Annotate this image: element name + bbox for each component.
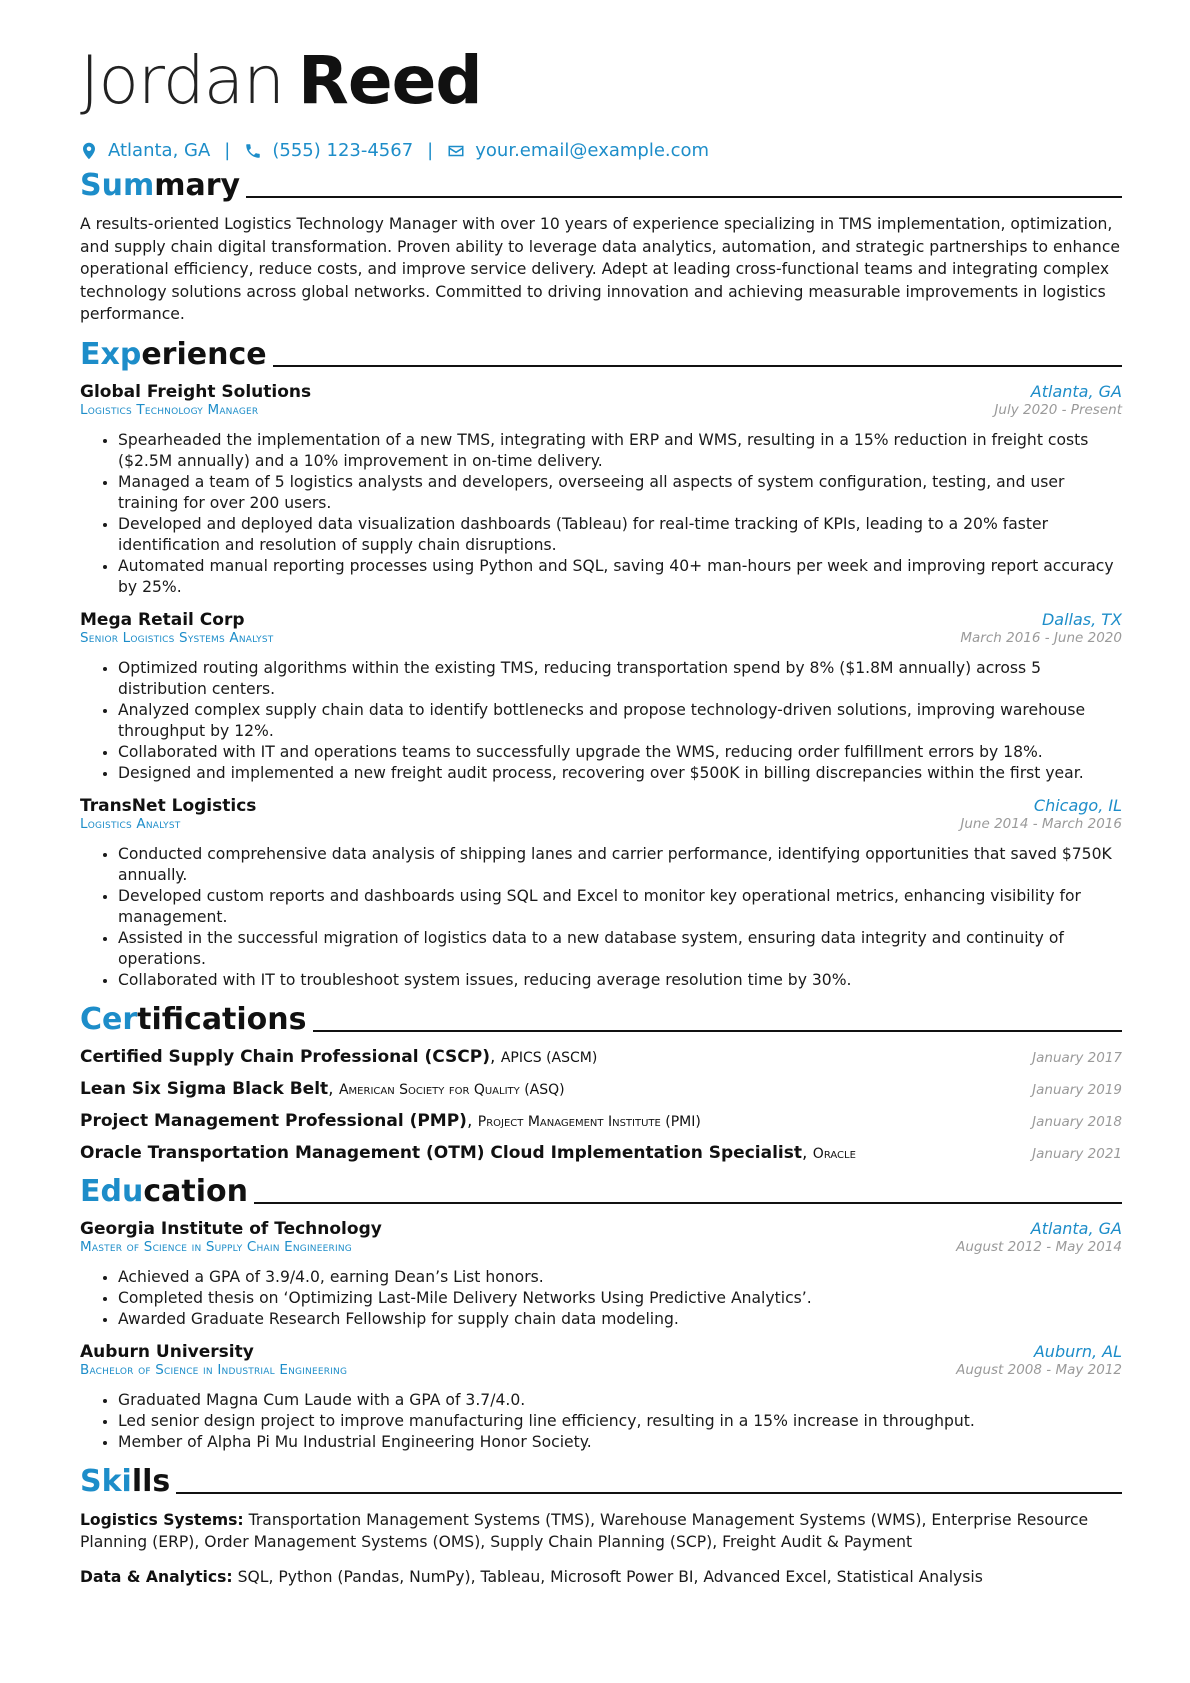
school-location: Auburn, AL	[1033, 1341, 1122, 1361]
job-dates: June 2014 - March 2016	[960, 815, 1122, 832]
first-name: Jordan	[80, 42, 284, 119]
cert-issuer: APICS (ASCM)	[500, 1049, 598, 1066]
job-dates: March 2016 - June 2020	[960, 629, 1122, 646]
job-location: Chicago, IL	[1033, 795, 1122, 815]
list-item: • Automated manual reporting processes using Python and SQL, saving 40+ man-hours per week and improving report accuracy by 25%.	[118, 556, 1122, 598]
skill-group	[80, 1509, 1122, 1554]
school-dates: August 2008 - May 2012	[956, 1361, 1122, 1378]
skill-group	[80, 1566, 1122, 1589]
certification-item: Certified Supply Chain Professional (CSCP), APICS (ASCM) January 2017	[80, 1046, 1122, 1067]
section-title: Skills	[80, 1463, 171, 1499]
contact-bar	[80, 140, 1122, 161]
skill-text: Transportation Management Systems (TMS), Warehouse Management Systems (WMS), Enterprise Resource Planning (ERP), Order Management Systems (OMS), Supply Chain Planning (SCP), Freight Audit & Payment	[80, 1510, 1089, 1551]
school-dates: August 2012 - May 2014	[956, 1238, 1122, 1255]
list-item: • Optimized routing algorithms within the existing TMS, reducing transportation spend by 8% ($1.8M annually) across 5 distribution centers.	[118, 658, 1122, 700]
section-title: Experience	[80, 336, 267, 372]
list-item: • Awarded Graduate Research Fellowship for supply chain data modeling.	[118, 1309, 1122, 1330]
cert-date: January 2021	[1032, 1145, 1122, 1162]
contact-location	[80, 140, 210, 161]
list-item: • Collaborated with IT to troubleshoot system issues, reducing average resolution time by 30%.	[118, 970, 1122, 991]
list-item: • Completed thesis on ‘Optimizing Last-Mile Delivery Networks Using Predictive Analytics’.	[118, 1288, 1122, 1309]
company-name: TransNet Logistics	[80, 795, 257, 816]
job-location: Dallas, TX	[1041, 609, 1122, 629]
education-bullets	[80, 1390, 1122, 1453]
job-bullets	[80, 658, 1122, 784]
list-item: • Developed and deployed data visualization dashboards (Tableau) for real-time tracking of KPIs, leading to a 20% faster identification and resolution of supply chain disruptions.	[118, 514, 1122, 556]
cert-date: January 2017	[1032, 1049, 1122, 1066]
job-entry	[80, 796, 1122, 991]
job-bullets	[80, 844, 1122, 991]
certification-item: Lean Six Sigma Black Belt, American Society for Quality (ASQ) January 2019	[80, 1078, 1122, 1099]
section-rule	[254, 1202, 1122, 1204]
envelope-icon	[447, 142, 465, 160]
cert-name: Lean Six Sigma Black Belt	[80, 1078, 329, 1099]
job-dates: July 2020 - Present	[994, 401, 1122, 418]
school-name: Georgia Institute of Technology	[80, 1218, 382, 1239]
section-title: Education	[80, 1173, 248, 1209]
list-item: • Member of Alpha Pi Mu Industrial Engineering Honor Society.	[118, 1432, 1122, 1453]
degree: Bachelor of Science in Industrial Engineering	[80, 1361, 348, 1378]
cert-name: Certified Supply Chain Professional (CSCP)	[80, 1046, 490, 1067]
skills-list	[80, 1509, 1122, 1589]
list-item: • Assisted in the successful migration of logistics data to a new database system, ensuring data integrity and continuity of operations.	[118, 928, 1122, 970]
company-name: Mega Retail Corp	[80, 609, 245, 630]
contact-separator: |	[224, 140, 231, 161]
section-rule	[313, 1030, 1122, 1032]
cert-issuer: Oracle	[812, 1145, 856, 1162]
contact-email[interactable]	[447, 140, 709, 161]
job-entry	[80, 382, 1122, 598]
certifications-heading	[80, 1001, 1122, 1037]
degree: Master of Science in Supply Chain Engineering	[80, 1238, 352, 1255]
cert-issuer: Project Management Institute (PMI)	[477, 1113, 701, 1130]
school-location: Atlanta, GA	[1030, 1218, 1122, 1238]
contact-phone[interactable]	[244, 140, 413, 161]
school-name: Auburn University	[80, 1341, 254, 1362]
skill-label: Logistics Systems:	[80, 1510, 244, 1529]
section-rule	[246, 196, 1122, 198]
map-pin-icon	[80, 142, 98, 160]
list-item: • Collaborated with IT and operations teams to successfully upgrade the WMS, reducing order fulfillment errors by 18%.	[118, 742, 1122, 763]
cert-issuer: American Society for Quality (ASQ)	[338, 1081, 565, 1098]
list-item: • Spearheaded the implementation of a new TMS, integrating with ERP and WMS, resulting in a 15% reduction in freight costs ($2.5M annually) and a 10% improvement in on-time delivery.	[118, 430, 1122, 472]
education-bullets	[80, 1267, 1122, 1330]
section-rule	[176, 1492, 1122, 1494]
experience-heading	[80, 336, 1122, 372]
location-text: Atlanta, GA	[108, 140, 211, 161]
job-bullets	[80, 430, 1122, 598]
company-name: Global Freight Solutions	[80, 381, 312, 402]
list-item: • Managed a team of 5 logistics analysts and developers, overseeing all aspects of system configuration, testing, and user training for over 200 users.	[118, 472, 1122, 514]
cert-name: Project Management Professional (PMP)	[80, 1110, 467, 1131]
summary-text: A results-oriented Logistics Technology Manager with over 10 years of experience specializing in TMS implementation, optimization, and supply chain digital transformation. Proven ability to leverage data analytics, automation, and strategic partnerships to enhance operational efficiency, reduce costs, and improve service delivery. Adept at leading cross-functional teams and integrating complex technology solutions across global networks. Committed to driving innovation and achieving measurable improvements in logistics performance.	[80, 215, 1120, 323]
skill-text: SQL, Python (Pandas, NumPy), Tableau, Microsoft Power BI, Advanced Excel, Statistical Analysis	[232, 1567, 983, 1586]
contact-separator: |	[427, 140, 434, 161]
cert-name: Oracle Transportation Management (OTM) Cloud Implementation Specialist	[80, 1142, 802, 1163]
job-entry	[80, 610, 1122, 784]
candidate-name	[80, 42, 1122, 119]
last-name: Reed	[298, 42, 482, 119]
section-rule	[273, 365, 1122, 367]
list-item: • Designed and implemented a new freight audit process, recovering over $500K in billing discrepancies within the first year.	[118, 763, 1122, 784]
job-role: Senior Logistics Systems Analyst	[80, 629, 274, 646]
job-location: Atlanta, GA	[1030, 381, 1122, 401]
list-item: • Led senior design project to improve manufacturing line efficiency, resulting in a 15% increase in throughput.	[118, 1411, 1122, 1432]
list-item: • Graduated Magna Cum Laude with a GPA of 3.7/4.0.	[118, 1390, 1122, 1411]
list-item: • Developed custom reports and dashboards using SQL and Excel to monitor key operational metrics, enhancing visibility for management.	[118, 886, 1122, 928]
email-link[interactable]: your.email@example.com	[475, 140, 710, 161]
education-entry	[80, 1342, 1122, 1453]
job-role: Logistics Technology Manager	[80, 401, 259, 418]
list-item: • Analyzed complex supply chain data to identify bottlenecks and propose technology-driven solutions, improving warehouse throughput by 12%.	[118, 700, 1122, 742]
list-item: • Achieved a GPA of 3.9/4.0, earning Dean’s List honors.	[118, 1267, 1122, 1288]
skill-label: Data & Analytics:	[80, 1567, 233, 1586]
section-title: Certifications	[80, 1001, 307, 1037]
certification-item: Project Management Professional (PMP), Project Management Institute (PMI) January 2018	[80, 1110, 1122, 1131]
list-item: • Conducted comprehensive data analysis of shipping lanes and carrier performance, identifying opportunities that saved $750K annually.	[118, 844, 1122, 886]
education-heading	[80, 1173, 1122, 1209]
summary-heading	[80, 168, 1122, 203]
cert-date: January 2018	[1032, 1113, 1122, 1130]
cert-date: January 2019	[1032, 1081, 1122, 1098]
certification-item: Oracle Transportation Management (OTM) Cloud Implementation Specialist, Oracle January 2021	[80, 1142, 1122, 1163]
section-title: Summary	[80, 168, 241, 203]
job-role: Logistics Analyst	[80, 815, 181, 832]
phone-text: (555) 123-4567	[272, 140, 414, 161]
education-entry	[80, 1219, 1122, 1330]
phone-icon	[244, 142, 262, 160]
skills-heading	[80, 1463, 1122, 1499]
